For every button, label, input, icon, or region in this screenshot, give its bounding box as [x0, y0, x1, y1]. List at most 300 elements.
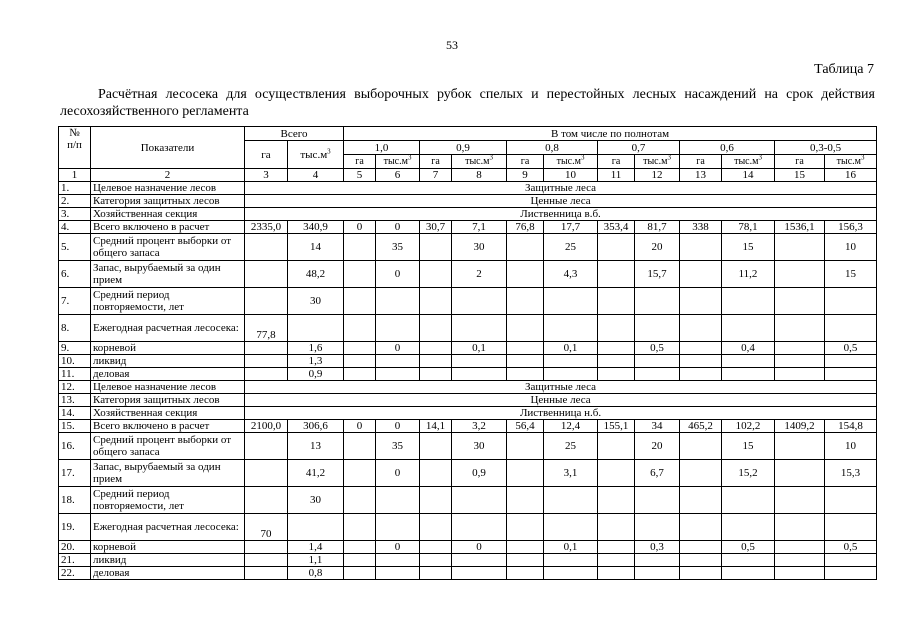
cell-value [635, 567, 680, 580]
row-number: 14. [59, 407, 91, 420]
cell-value [722, 554, 775, 567]
cell-value [376, 514, 420, 541]
row-label: Ежегодная расчетная лесосека: [91, 315, 245, 342]
cell-value [344, 567, 376, 580]
cell-value [344, 261, 376, 288]
cell-value [507, 514, 544, 541]
header-unit-ha: га [344, 155, 376, 169]
row-number: 15. [59, 420, 91, 433]
cell-value [452, 554, 507, 567]
cell-value [680, 487, 722, 514]
cell-value: 0,8 [288, 567, 344, 580]
cell-value: 12,4 [544, 420, 598, 433]
cell-value [420, 567, 452, 580]
cell-value [598, 288, 635, 315]
cell-value [680, 433, 722, 460]
cell-value [635, 554, 680, 567]
cell-value [245, 567, 288, 580]
cell-value: 17,7 [544, 221, 598, 234]
row-span-value: Лиственница в.б. [245, 208, 877, 221]
header-unit-vol: $тыс.м^3$ [825, 155, 877, 169]
cell-value: 0 [376, 460, 420, 487]
felling-table [58, 126, 877, 580]
row-number: 5. [59, 234, 91, 261]
cell-value: 14,1 [420, 420, 452, 433]
cell-value: 0,5 [825, 342, 877, 355]
column-number: 8 [452, 169, 507, 182]
cell-value [680, 368, 722, 381]
row-number: 20. [59, 541, 91, 554]
row-label: Средний процент выборки от общего запаса [91, 433, 245, 460]
cell-value: 77,8 [245, 315, 288, 342]
cell-value [722, 288, 775, 315]
cell-value: 0 [452, 541, 507, 554]
cell-value: 1,4 [288, 541, 344, 554]
cell-value: 41,2 [288, 460, 344, 487]
cell-value: 0,9 [288, 368, 344, 381]
row-label: Категория защитных лесов [91, 195, 245, 208]
row-label: корневой [91, 541, 245, 554]
cell-value [245, 541, 288, 554]
cell-value: 35 [376, 433, 420, 460]
cell-value [507, 433, 544, 460]
cell-value [680, 541, 722, 554]
row-number: 6. [59, 261, 91, 288]
cell-value: 0,4 [722, 342, 775, 355]
cell-value [598, 541, 635, 554]
cell-value [507, 487, 544, 514]
cell-value [635, 368, 680, 381]
row-label: Запас, вырубаемый за один прием [91, 460, 245, 487]
cell-value: 2335,0 [245, 221, 288, 234]
table-row [59, 342, 877, 355]
cell-value [775, 261, 825, 288]
cell-value [775, 288, 825, 315]
cell-value [598, 342, 635, 355]
row-label: Целевое назначение лесов [91, 182, 245, 195]
cell-value: 10 [825, 433, 877, 460]
cell-value [598, 567, 635, 580]
row-number: 12. [59, 381, 91, 394]
cell-value [344, 514, 376, 541]
column-number: 12 [635, 169, 680, 182]
cell-value: 76,8 [507, 221, 544, 234]
cell-value [775, 487, 825, 514]
cell-value: 338 [680, 221, 722, 234]
cell-value [635, 514, 680, 541]
column-number: 14 [722, 169, 775, 182]
cell-value [288, 315, 344, 342]
cell-value [507, 342, 544, 355]
column-number: 16 [825, 169, 877, 182]
cell-value [344, 541, 376, 554]
cell-value [507, 355, 544, 368]
row-number: 18. [59, 487, 91, 514]
cell-value: 56,4 [507, 420, 544, 433]
row-label: ликвид [91, 554, 245, 567]
cell-value: 0 [344, 420, 376, 433]
cell-value: 0,1 [544, 342, 598, 355]
cell-value [507, 234, 544, 261]
table-row [59, 487, 877, 514]
cell-value: 0,1 [544, 541, 598, 554]
row-label: Средний период повторяемости, лет [91, 288, 245, 315]
cell-value [635, 487, 680, 514]
cell-value [680, 261, 722, 288]
cell-value: 15,7 [635, 261, 680, 288]
row-number: 11. [59, 368, 91, 381]
column-number: 10 [544, 169, 598, 182]
cell-value: 2 [452, 261, 507, 288]
cell-value [452, 315, 507, 342]
cell-value: 13 [288, 433, 344, 460]
row-label: Категория защитных лесов [91, 394, 245, 407]
cell-value [344, 460, 376, 487]
table-row [59, 394, 877, 407]
cell-value: 20 [635, 234, 680, 261]
table-row [59, 460, 877, 487]
cell-value [245, 368, 288, 381]
row-span-value: Лиственница н.б. [245, 407, 877, 420]
cell-value [420, 433, 452, 460]
cell-value: 48,2 [288, 261, 344, 288]
header-incl: В том числе по полнотам [344, 127, 877, 141]
column-number: 1 [59, 169, 91, 182]
table-row [59, 407, 877, 420]
cell-value [775, 342, 825, 355]
cell-value [775, 315, 825, 342]
cell-value: 0 [376, 221, 420, 234]
header-density: 0,9 [420, 141, 507, 155]
cell-value [420, 514, 452, 541]
cell-value [245, 261, 288, 288]
cell-value [452, 288, 507, 315]
cell-value [598, 460, 635, 487]
cell-value [825, 288, 877, 315]
cell-value [344, 342, 376, 355]
table-row [59, 208, 877, 221]
column-number: 4 [288, 169, 344, 182]
cell-value [452, 567, 507, 580]
header-unit-vol: $тыс.м^3$ [376, 155, 420, 169]
cell-value [344, 234, 376, 261]
cell-value [376, 368, 420, 381]
cell-value [507, 460, 544, 487]
cell-value: 0,5 [635, 342, 680, 355]
cell-value [544, 554, 598, 567]
row-label: корневой [91, 342, 245, 355]
column-number: 7 [420, 169, 452, 182]
cell-value [825, 487, 877, 514]
row-label: Хозяйственная секция [91, 407, 245, 420]
cell-value [420, 541, 452, 554]
column-number: 6 [376, 169, 420, 182]
cell-value [635, 288, 680, 315]
table-row [59, 554, 877, 567]
cell-value [825, 355, 877, 368]
cell-value: 156,3 [825, 221, 877, 234]
cell-value [288, 514, 344, 541]
cell-value [245, 355, 288, 368]
table-row [59, 261, 877, 288]
cell-value [544, 514, 598, 541]
header-total-ha: га [245, 141, 288, 169]
cell-value: 34 [635, 420, 680, 433]
row-number: 13. [59, 394, 91, 407]
row-span-value: Ценные леса [245, 394, 877, 407]
cell-value [544, 315, 598, 342]
cell-value: 1,6 [288, 342, 344, 355]
cell-value: 25 [544, 433, 598, 460]
header-density: 1,0 [344, 141, 420, 155]
cell-value: 3,2 [452, 420, 507, 433]
row-label: Средний процент выборки от общего запаса [91, 234, 245, 261]
table-row [59, 182, 877, 195]
cell-value: 0,9 [452, 460, 507, 487]
cell-value [825, 368, 877, 381]
cell-value [775, 514, 825, 541]
cell-value [344, 433, 376, 460]
row-label: Запас, вырубаемый за один прием [91, 261, 245, 288]
cell-value [598, 315, 635, 342]
table-title: Расчётная лесосека для осуществления выборочных рубок спелых и перестойных лесных насаждений на срок действия лесохозяйственного регламента [60, 87, 875, 119]
cell-value: 4,3 [544, 261, 598, 288]
cell-value [598, 355, 635, 368]
cell-value [722, 315, 775, 342]
row-label: Целевое назначение лесов [91, 381, 245, 394]
cell-value [507, 261, 544, 288]
cell-value: 1,3 [288, 355, 344, 368]
header-unit-vol: $тыс.м^3$ [544, 155, 598, 169]
cell-value [507, 554, 544, 567]
cell-value: 30 [288, 288, 344, 315]
table-row [59, 355, 877, 368]
cell-value [376, 355, 420, 368]
cell-value [420, 487, 452, 514]
header-indicator: Показатели [91, 127, 245, 169]
cell-value: 30 [452, 433, 507, 460]
row-number: 8. [59, 315, 91, 342]
cell-value [376, 554, 420, 567]
row-label: Ежегодная расчетная лесосека: [91, 514, 245, 541]
row-label: Всего включено в расчет [91, 420, 245, 433]
header-unit-ha: га [507, 155, 544, 169]
cell-value [775, 554, 825, 567]
cell-value: 0 [376, 261, 420, 288]
cell-value [598, 487, 635, 514]
cell-value: 0,5 [825, 541, 877, 554]
cell-value [680, 355, 722, 368]
cell-value [544, 288, 598, 315]
column-number: 5 [344, 169, 376, 182]
cell-value: 14 [288, 234, 344, 261]
cell-value: 102,2 [722, 420, 775, 433]
cell-value: 155,1 [598, 420, 635, 433]
row-label: ликвид [91, 355, 245, 368]
row-number: 9. [59, 342, 91, 355]
cell-value [722, 487, 775, 514]
header-total-vol: $тыс.м^3$ [288, 141, 344, 169]
cell-value: 0 [376, 541, 420, 554]
cell-value [825, 315, 877, 342]
table-row [59, 433, 877, 460]
row-number: 16. [59, 433, 91, 460]
header-density: 0,6 [680, 141, 775, 155]
cell-value: 15,2 [722, 460, 775, 487]
cell-value: 10 [825, 234, 877, 261]
cell-value [344, 288, 376, 315]
cell-value: 20 [635, 433, 680, 460]
cell-value [544, 355, 598, 368]
cell-value [544, 368, 598, 381]
cell-value [680, 554, 722, 567]
cell-value [775, 355, 825, 368]
cell-value [420, 234, 452, 261]
cell-value: 353,4 [598, 221, 635, 234]
cell-value [376, 487, 420, 514]
table-row [59, 514, 877, 541]
cell-value: 78,1 [722, 221, 775, 234]
cell-value [635, 355, 680, 368]
row-number: 21. [59, 554, 91, 567]
cell-value [420, 460, 452, 487]
cell-value: 0 [376, 420, 420, 433]
cell-value [420, 288, 452, 315]
cell-value [420, 554, 452, 567]
cell-value: 7,1 [452, 221, 507, 234]
cell-value: 15 [825, 261, 877, 288]
cell-value [825, 514, 877, 541]
cell-value [680, 567, 722, 580]
cell-value [680, 342, 722, 355]
cell-value: 0,5 [722, 541, 775, 554]
row-label: деловая [91, 567, 245, 580]
cell-value [544, 567, 598, 580]
cell-value: 25 [544, 234, 598, 261]
row-label: Всего включено в расчет [91, 221, 245, 234]
cell-value [507, 368, 544, 381]
cell-value [245, 487, 288, 514]
cell-value [245, 554, 288, 567]
column-number: 15 [775, 169, 825, 182]
cell-value [452, 368, 507, 381]
row-span-value: Защитные леса [245, 381, 877, 394]
header-density: 0,3-0,5 [775, 141, 877, 155]
cell-value [722, 514, 775, 541]
cell-value: 340,9 [288, 221, 344, 234]
row-number: 10. [59, 355, 91, 368]
cell-value [680, 234, 722, 261]
cell-value [722, 567, 775, 580]
cell-value [245, 234, 288, 261]
cell-value [344, 487, 376, 514]
table-row [59, 541, 877, 554]
cell-value [775, 433, 825, 460]
cell-value [775, 567, 825, 580]
table-row [59, 195, 877, 208]
row-span-value: Защитные леса [245, 182, 877, 195]
header-unit-vol: $тыс.м^3$ [635, 155, 680, 169]
cell-value [722, 368, 775, 381]
cell-value [722, 355, 775, 368]
cell-value [775, 368, 825, 381]
row-number: 22. [59, 567, 91, 580]
row-number: 7. [59, 288, 91, 315]
table-row [59, 420, 877, 433]
header-unit-vol: $тыс.м^3$ [722, 155, 775, 169]
table-row [59, 381, 877, 394]
column-number: 3 [245, 169, 288, 182]
row-label: деловая [91, 368, 245, 381]
cell-value [598, 514, 635, 541]
cell-value [245, 342, 288, 355]
cell-value [635, 315, 680, 342]
cell-value [420, 368, 452, 381]
header-unit-vol: $тыс.м^3$ [452, 155, 507, 169]
row-number: 19. [59, 514, 91, 541]
cell-value: 465,2 [680, 420, 722, 433]
row-label: Хозяйственная секция [91, 208, 245, 221]
column-number: 13 [680, 169, 722, 182]
cell-value: 15,3 [825, 460, 877, 487]
cell-value: 3,1 [544, 460, 598, 487]
cell-value [376, 315, 420, 342]
cell-value [507, 288, 544, 315]
row-number: 3. [59, 208, 91, 221]
column-number: 9 [507, 169, 544, 182]
cell-value [680, 315, 722, 342]
cell-value: 2100,0 [245, 420, 288, 433]
cell-value [775, 234, 825, 261]
cell-value [344, 554, 376, 567]
row-label: Средний период повторяемости, лет [91, 487, 245, 514]
cell-value [825, 567, 877, 580]
cell-value [344, 368, 376, 381]
cell-value [245, 460, 288, 487]
cell-value [420, 261, 452, 288]
cell-value [507, 315, 544, 342]
cell-value [775, 460, 825, 487]
cell-value [825, 554, 877, 567]
cell-value [245, 433, 288, 460]
table-row [59, 234, 877, 261]
cell-value [680, 288, 722, 315]
cell-value [344, 355, 376, 368]
cell-value: 30,7 [420, 221, 452, 234]
cell-value: 1536,1 [775, 221, 825, 234]
cell-value [598, 368, 635, 381]
header-density: 0,7 [598, 141, 680, 155]
column-number: 2 [91, 169, 245, 182]
cell-value [376, 288, 420, 315]
header-unit-ha: га [598, 155, 635, 169]
row-number: 1. [59, 182, 91, 195]
cell-value: 0,1 [452, 342, 507, 355]
table-row [59, 221, 877, 234]
cell-value: 306,6 [288, 420, 344, 433]
cell-value: 30 [288, 487, 344, 514]
row-number: 2. [59, 195, 91, 208]
cell-value [420, 342, 452, 355]
table-row [59, 315, 877, 342]
cell-value [420, 315, 452, 342]
cell-value [507, 567, 544, 580]
header-unit-ha: га [680, 155, 722, 169]
cell-value [452, 355, 507, 368]
cell-value: 0 [344, 221, 376, 234]
cell-value: 30 [452, 234, 507, 261]
cell-value: 81,7 [635, 221, 680, 234]
